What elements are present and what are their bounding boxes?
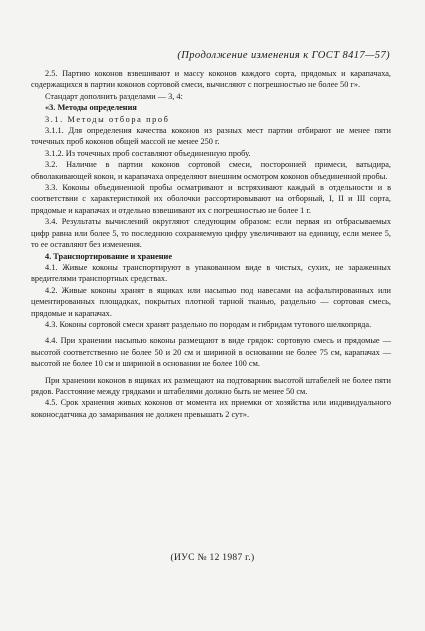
paragraph-addition-note: Стандарт дополнить разделами — 3, 4: (45, 91, 183, 101)
section-3-heading: «3. Методы определения (45, 103, 137, 113)
paragraph-4-5: 4.5. Срок хранения живых коконов от момента их приемки от хозяйства или индивидуального коконосдатчика до замаривания не должен превышать 2 сут». (31, 398, 391, 419)
subsection-3-1-heading: 3.1. Методы отбора проб (45, 114, 170, 124)
paragraph-3-3: 3.3. Коконы объединенной пробы осматривают и встряхивают каждый в отдельности и в соответствии с характеристикой их оболочки рассортировывают на отборный, I, II и III сорта, прядомые и карапачах и отдельно взвешивают их с погрешностью не более 1 г. (31, 183, 391, 215)
ius-reference: (ИУС № 12 1987 г.) (170, 553, 255, 563)
paragraph-4-2: 4.2. Живые коконы хранят в ящиках или насыпью под навесами на асфальтированных или цементированных площадках, покрытых плотной тарной тканью, раздельно — сортовая смесь, прядомые и карапачах. (31, 285, 391, 318)
paragraph-4-3: 4.3. Коконы сортовой смеси хранят раздельно по породам и гибридам тутового шелкопряда. (45, 319, 372, 329)
paragraph-3-4: 3.4. Результаты вычислений округляют следующим образом: если первая из отбрасываемых цифр равна или более 5, то последнюю сохраняемую цифру увеличивают на единицу, если менее 5, то ее оставляют без изменения. (31, 217, 391, 250)
document-body (31, 68, 391, 420)
paragraph-2-5: 2.5. Партию коконов взвешивают и массу коконов каждого сорта, прядомых и карапачаха, содержащихся в партии коконов сортовой смеси, вычисляют с погрешностью не более 50 г». (31, 69, 391, 90)
paragraph-4-4-boxes: При хранении коконов в ящиках их размещают на подтоварник высотой штабелей не более пяти рядов. Расстояние между грядками и штабелями должно быть не менее 50 см. (31, 375, 391, 396)
paragraph-3-1-2: 3.1.2. Из точечных проб составляют объединенную пробу. (45, 148, 251, 158)
paragraph-4-4: 4.4. При хранении насыпью коконы размещают в виде грядок: сортовую смесь и прядомые — высотой соответственно не более 50 и 20 см и шириной в основании не более 75 см, карапачах — высотой не более 10 см и шириной в основании не более 100 см. (31, 336, 391, 369)
continuation-header: (Продолжение изменения к ГОСТ 8417—57) (177, 50, 390, 61)
paragraph-4-1: 4.1. Живые коконы транспортируют в упакованном виде в чистых, сухих, не зараженных вредителями транспортных средствах. (31, 262, 391, 284)
section-4-heading: 4. Транспортирование и хранение (45, 251, 173, 261)
paragraph-3-1-1: 3.1.1. Для определения качества коконов из разных мест партии отбирают не менее пяти точечных проб коконов общей массой не менее 250 г. (31, 126, 391, 147)
paragraph-3-2: 3.2. Наличие в партии коконов сортовой смеси, посторонней примеси, ватыдира, обволакивающей кокон, и карапачаха определяют внешним осмотром коконов объединенной пробы. (31, 160, 391, 181)
